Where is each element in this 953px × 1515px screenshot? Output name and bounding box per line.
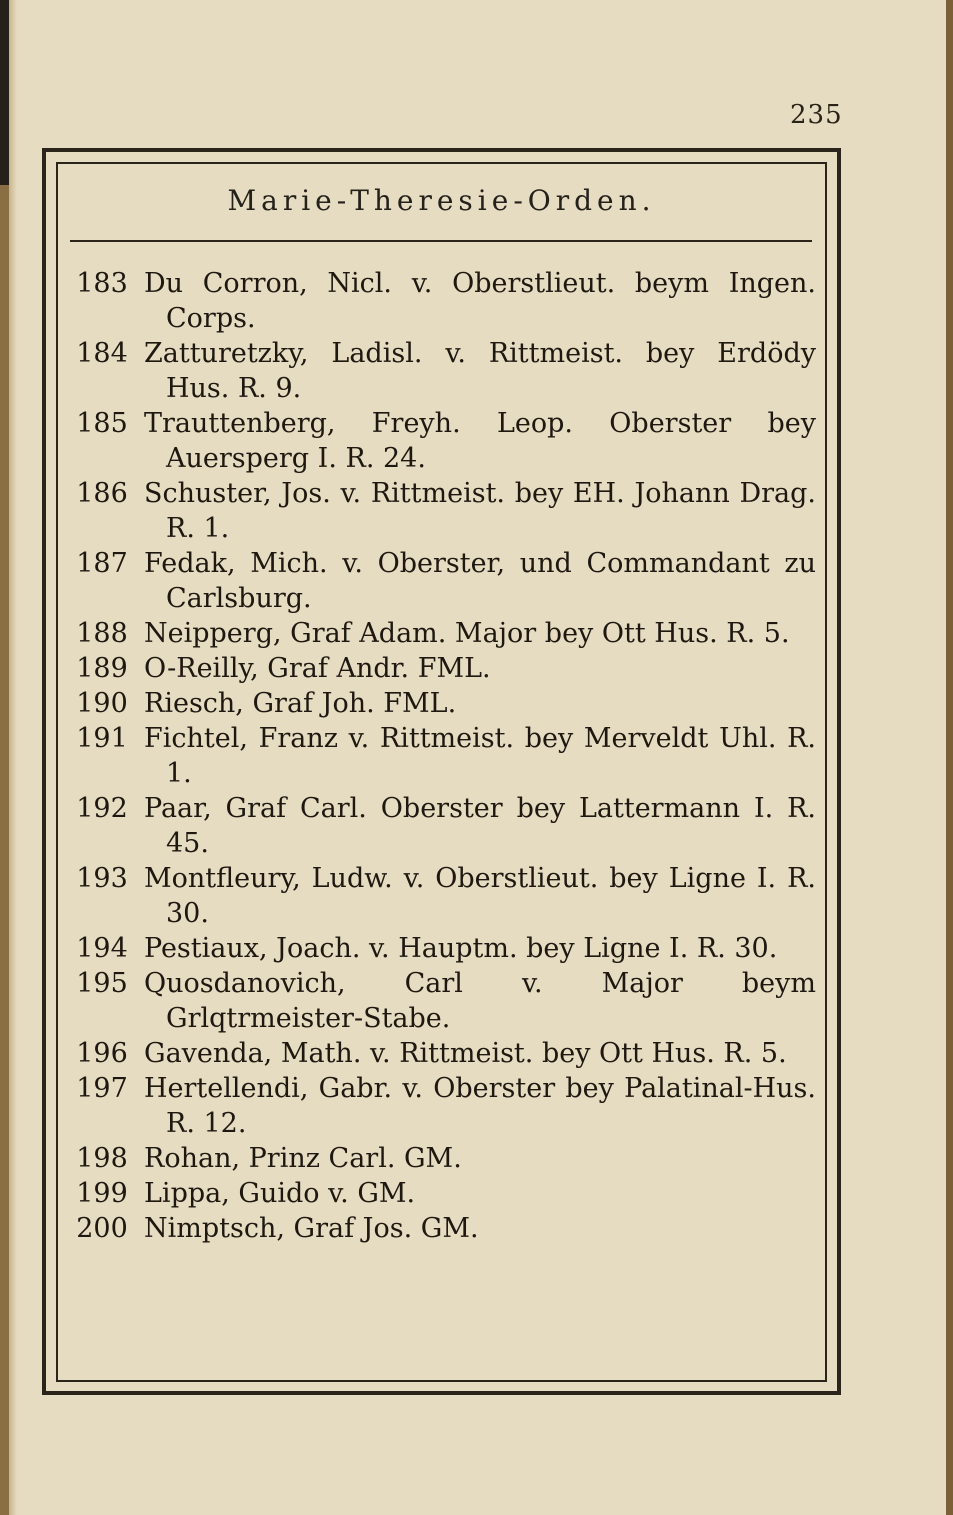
entry-number: 187 <box>76 548 128 579</box>
list-item <box>66 1141 816 1176</box>
entry-number: 192 <box>76 793 128 824</box>
entry-text: Zatturetzky, Ladisl. v. Rittmeist. bey Erdödy Hus. R. 9. <box>144 338 816 404</box>
list-item <box>66 791 816 861</box>
entry-number: 191 <box>76 723 128 754</box>
entry-text: Paar, Graf Carl. Oberster bey Lattermann I. R. 45. <box>144 793 816 859</box>
list-item <box>66 546 816 616</box>
book-spine-left <box>0 0 9 1515</box>
entry-text: Montfleury, Ludw. v. Oberstlieut. bey Ligne I. R. 30. <box>144 863 816 929</box>
book-edge-right <box>946 0 953 1515</box>
entry-number: 189 <box>76 653 128 684</box>
entry-number: 199 <box>76 1178 128 1209</box>
entry-number: 184 <box>76 338 128 369</box>
page-number: 235 <box>790 100 843 130</box>
entry-text: Nimptsch, Graf Jos. GM. <box>144 1213 479 1244</box>
entry-text: Fedak, Mich. v. Oberster, und Commandant zu Carlsburg. <box>144 548 816 614</box>
entry-text: Gavenda, Math. v. Rittmeist. bey Ott Hus. R. 5. <box>144 1038 787 1069</box>
member-list <box>66 266 816 1246</box>
entry-number: 186 <box>76 478 128 509</box>
entry-text: Riesch, Graf Joh. FML. <box>144 688 457 719</box>
list-item <box>66 406 816 476</box>
entry-number: 185 <box>76 408 128 439</box>
list-item <box>66 1036 816 1071</box>
page-gutter-shadow <box>9 0 17 1515</box>
heading-divider <box>70 240 812 242</box>
entry-number: 194 <box>76 933 128 964</box>
entry-number: 188 <box>76 618 128 649</box>
list-item <box>66 336 816 406</box>
entry-text: Schuster, Jos. v. Rittmeist. bey EH. Johann Drag. R. 1. <box>144 478 816 544</box>
entry-text: Fichtel, Franz v. Rittmeist. bey Merveldt Uhl. R. 1. <box>144 723 816 789</box>
list-item <box>66 861 816 931</box>
entry-text: O-Reilly, Graf Andr. FML. <box>144 653 491 684</box>
entry-text: Du Corron, Nicl. v. Oberstlieut. beym Ingen. Corps. <box>144 268 816 334</box>
list-item <box>66 1071 816 1141</box>
entry-text: Lippa, Guido v. GM. <box>144 1178 416 1209</box>
entry-number: 198 <box>76 1143 128 1174</box>
list-item <box>66 476 816 546</box>
list-item <box>66 966 816 1036</box>
list-item <box>66 931 816 966</box>
list-item <box>66 721 816 791</box>
list-item <box>66 686 816 721</box>
entry-number: 190 <box>76 688 128 719</box>
entry-text: Hertellendi, Gabr. v. Oberster bey Palatinal-Hus. R. 12. <box>144 1073 816 1139</box>
entry-number: 200 <box>76 1213 128 1244</box>
page-heading: Marie-Theresie-Orden. <box>227 184 656 217</box>
entry-text: Neipperg, Graf Adam. Major bey Ott Hus. R. 5. <box>144 618 790 649</box>
entry-text: Rohan, Prinz Carl. GM. <box>144 1143 462 1174</box>
list-item <box>66 1176 816 1211</box>
entry-number: 195 <box>76 968 128 999</box>
entry-number: 183 <box>76 268 128 299</box>
entry-number: 193 <box>76 863 128 894</box>
entry-text: Pestiaux, Joach. v. Hauptm. bey Ligne I. R. 30. <box>144 933 778 964</box>
list-item <box>66 651 816 686</box>
list-item <box>66 266 816 336</box>
entry-number: 196 <box>76 1038 128 1069</box>
list-item <box>66 616 816 651</box>
entry-text: Trauttenberg, Freyh. Leop. Oberster bey Auersperg I. R. 24. <box>144 408 816 474</box>
entry-text: Quosdanovich, Carl v. Major beym Grlqtrmeister-Stabe. <box>144 968 816 1034</box>
entry-number: 197 <box>76 1073 128 1104</box>
list-item <box>66 1211 816 1246</box>
